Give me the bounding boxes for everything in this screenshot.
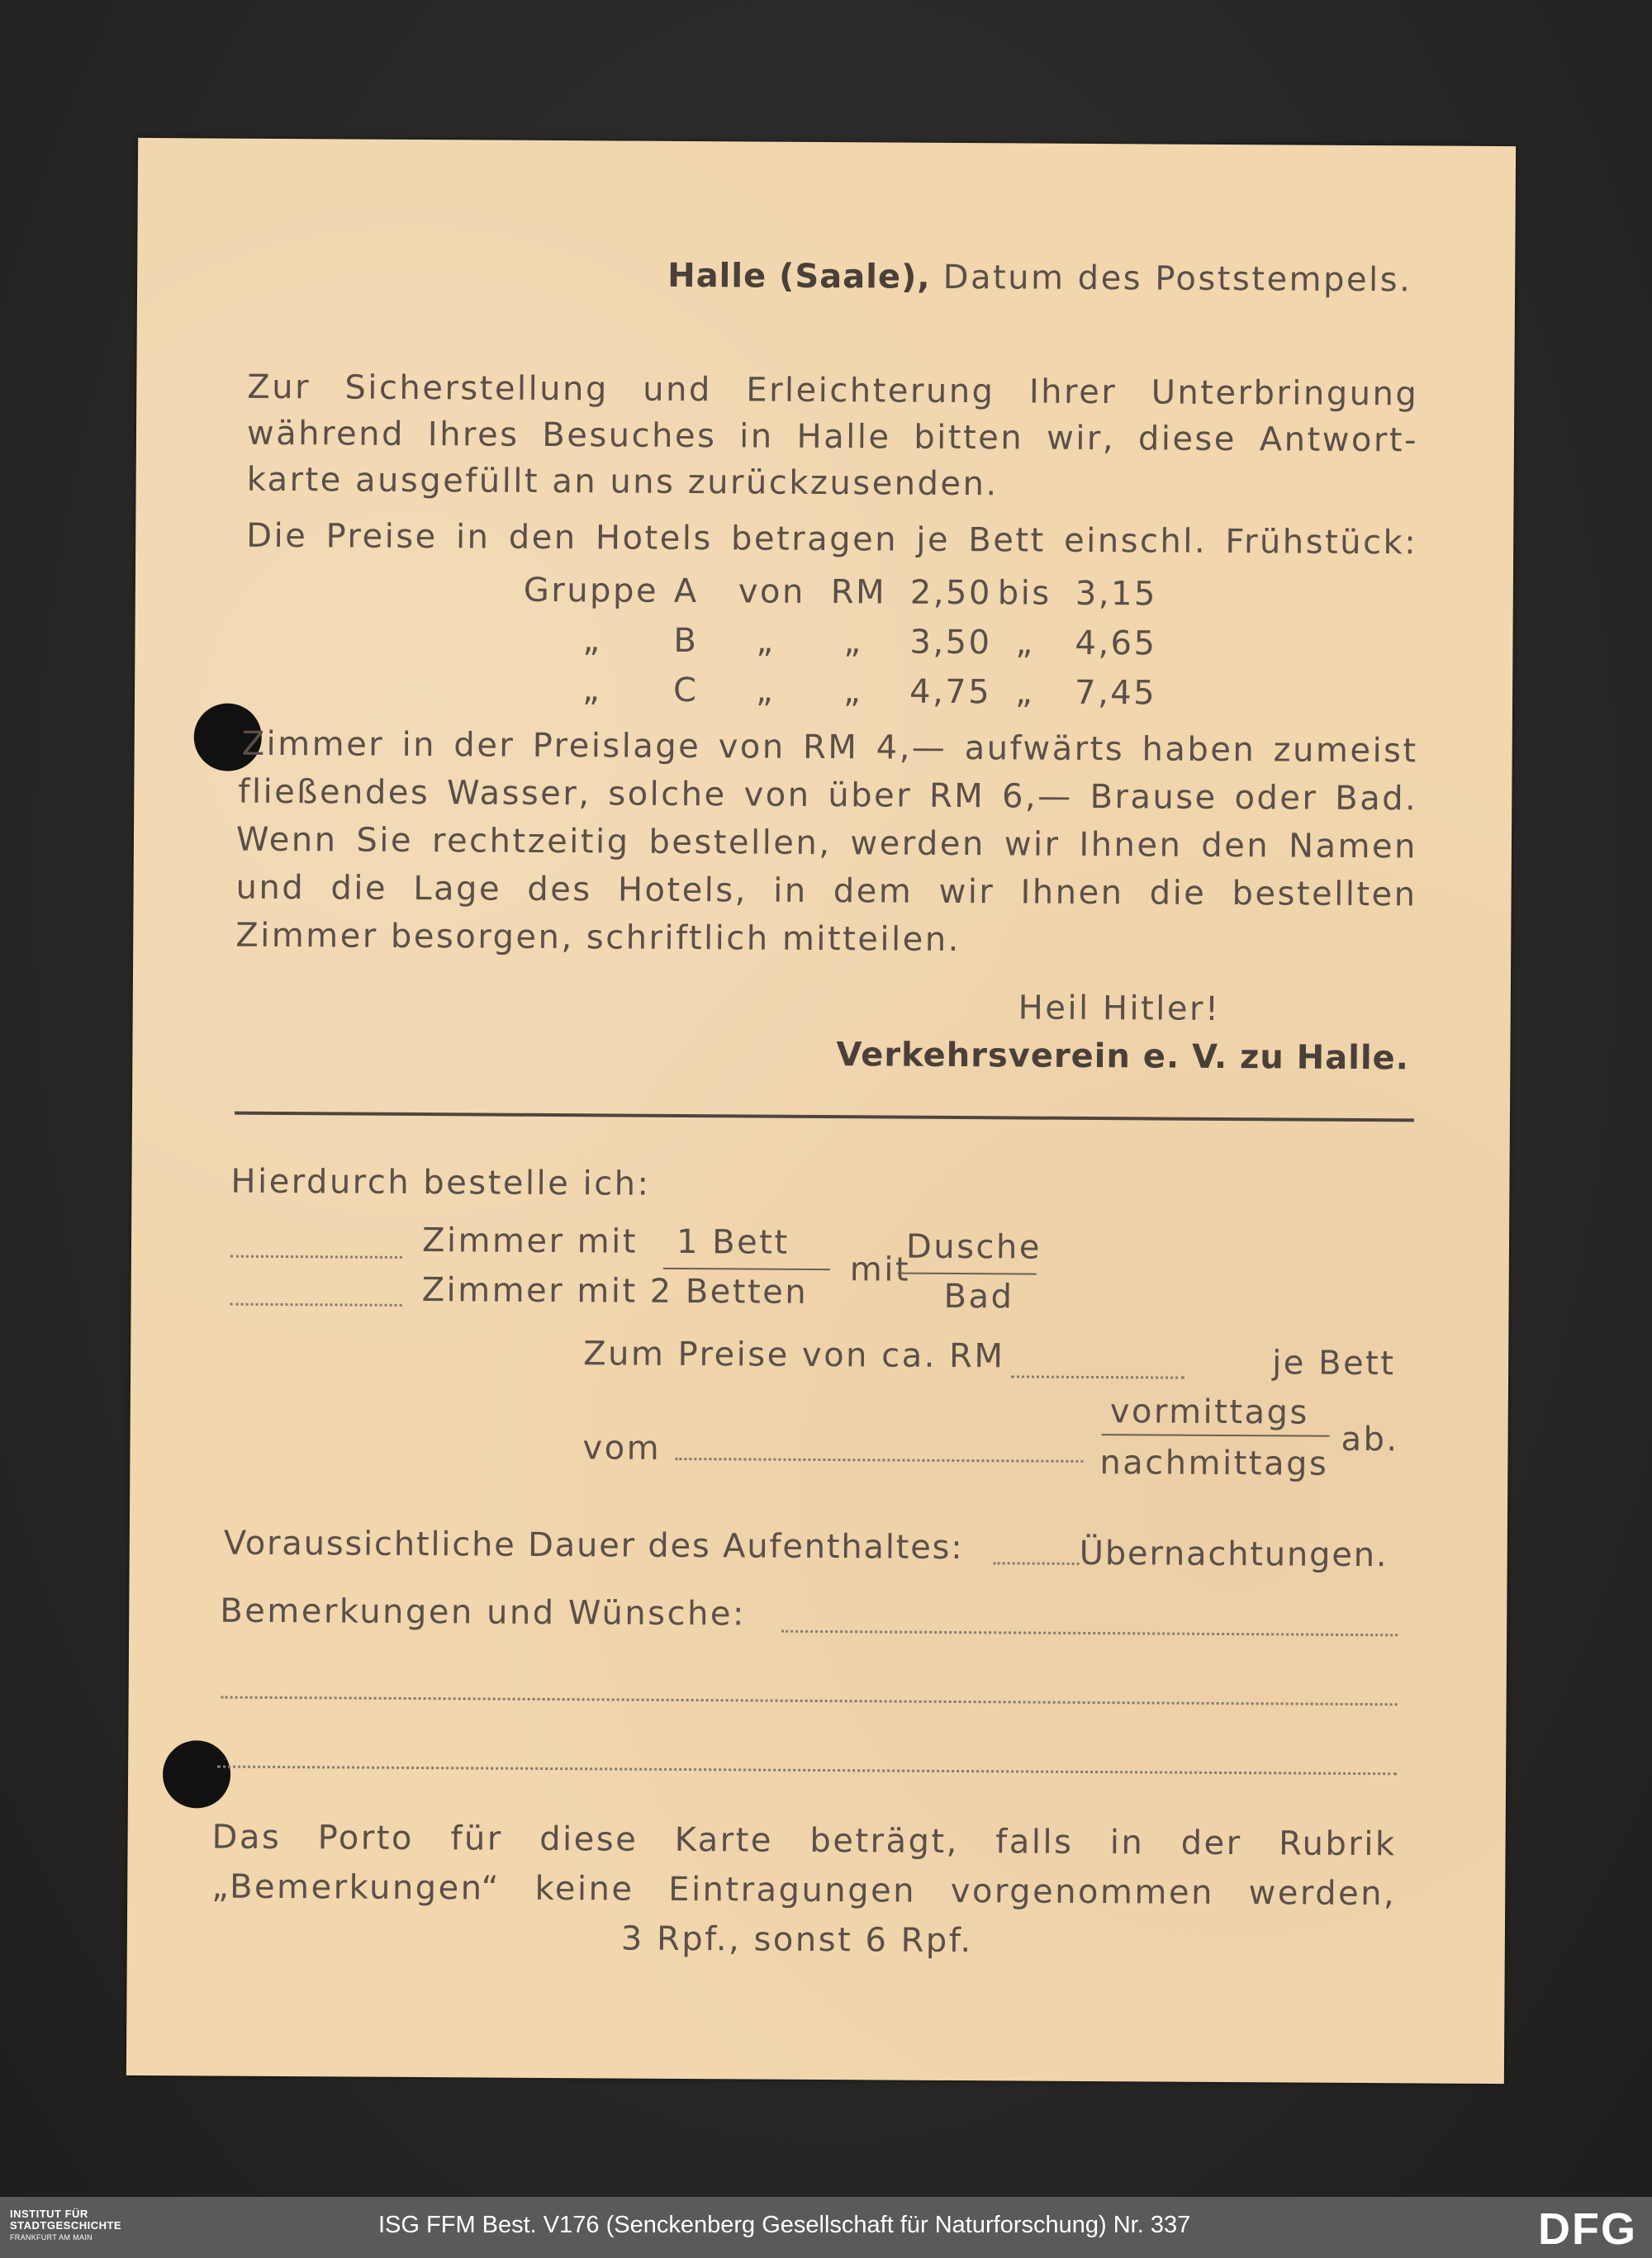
reply-postcard: [126, 138, 1516, 2084]
bath-fraction-line: [898, 1273, 1037, 1275]
archive-footer: [0, 2197, 1652, 2258]
archive-caption: ISG FFM Best. V176 (Senckenberg Gesellschaft für Naturforschung) Nr. 337: [378, 2212, 1191, 2238]
logo-line-3: FRANKFURT AM MAIN: [10, 2233, 93, 2241]
price-row-to: 3,15: [1075, 574, 1158, 614]
bath-option-1: Dusche: [905, 1227, 1042, 1267]
body-line-3: Wenn Sie rechtzeitig bestellen, werden wir Ihnen den Namen: [235, 820, 1418, 866]
price-row-q3: „: [1014, 673, 1035, 712]
body-line-4: und die Lage des Hotels, in dem wir Ihnen die bestellten: [235, 868, 1417, 914]
header-date-note: Datum des Poststempels.: [942, 258, 1412, 300]
price-row-label: Gruppe: [523, 571, 659, 610]
duration-unit: Übernachtungen.: [1079, 1534, 1389, 1575]
intro-line-3: karte ausgefüllt an uns zurückzusenden.: [246, 460, 999, 504]
price-row-group: A: [673, 572, 699, 611]
duration-field[interactable]: [994, 1562, 1080, 1565]
bath-option-2: Bad: [943, 1277, 1014, 1316]
price-row-q3: „: [1015, 624, 1035, 662]
price-row-q1: „: [755, 671, 776, 710]
time-fraction-line: [1102, 1434, 1330, 1437]
room-count-field-2[interactable]: [230, 1303, 402, 1307]
price-row-q3: bis: [997, 574, 1051, 613]
arrival-date-field[interactable]: [675, 1458, 1083, 1463]
prices-heading: Die Preise in den Hotels betragen je Bett einschl. Frühstück:: [246, 516, 1418, 562]
postage-line-2: „Bemerkungen“ keine Eintragungen vorgenommen werden,: [211, 1867, 1397, 1914]
logo-line-2: STADTGESCHICHTE: [10, 2219, 122, 2232]
price-row-label: „: [582, 621, 602, 660]
bed-fraction-line: [663, 1268, 830, 1270]
price-row-label: „: [582, 671, 602, 709]
room-label-2: Zimmer mit: [421, 1271, 638, 1311]
body-line-2: fließendes Wasser, solche von über RM 6,— Brause oder Bad.: [238, 772, 1418, 818]
postage-line-3: 3 Rpf., sonst 6 Rpf.: [620, 1919, 973, 1961]
remarks-field-line-2[interactable]: [221, 1696, 1398, 1706]
price-row-q2: „: [843, 623, 863, 662]
body-line-5: Zimmer besorgen, schriftlich mitteilen.: [235, 916, 961, 960]
time-option-2: nachmittags: [1099, 1444, 1329, 1483]
price-row-from: 4,75: [909, 672, 992, 712]
duration-label: Voraussichtliche Dauer des Aufenthaltes:: [223, 1524, 964, 1568]
room-count-field-1[interactable]: [230, 1255, 402, 1259]
room-label-1: Zimmer mit: [421, 1222, 638, 1261]
price-row-to: 7,45: [1074, 673, 1157, 713]
from-label: vom: [582, 1429, 662, 1468]
body-line-1: Zimmer in der Preislage von RM 4,— aufwärts haben zumeist: [241, 724, 1418, 771]
postage-line-1: Das Porto für diese Karte beträgt, falls in der Rubrik: [211, 1818, 1397, 1864]
bed-option-2: 2 Betten: [649, 1272, 809, 1312]
divider-rule: [235, 1112, 1414, 1122]
price-row-group: B: [673, 621, 699, 661]
form-intro: Hierdurch bestelle ich:: [230, 1162, 651, 1203]
bath-connector: mit: [849, 1250, 911, 1289]
price-row-q1: „: [756, 622, 776, 661]
header-line: [667, 257, 1412, 300]
price-suffix: je Bett: [1272, 1344, 1396, 1383]
closing-sender: Verkehrsverein e. V. zu Halle.: [836, 1036, 1410, 1078]
price-row-q1: von: [738, 572, 805, 611]
closing-greeting: Heil Hitler!: [1018, 989, 1221, 1028]
logo-line-1: INSTITUT FÜR: [10, 2208, 88, 2220]
price-row-q2: RM: [830, 573, 887, 612]
punch-hole-bottom: [163, 1740, 230, 1808]
remarks-field-line-3[interactable]: [217, 1766, 1397, 1776]
intro-line-2: während Ihres Besuches in Halle bitten wir, diese Antwort-: [246, 414, 1419, 460]
institute-logo: [10, 2208, 121, 2243]
intro-line-1: Zur Sicherstellung und Erleichterung Ihrer Unterbringung: [247, 368, 1419, 414]
remarks-field-line-1[interactable]: [781, 1630, 1398, 1637]
price-row-group: C: [672, 671, 699, 710]
remarks-label: Bemerkungen und Wünsche:: [220, 1592, 747, 1634]
price-prefix: Zum Preise von ca. RM: [583, 1335, 1005, 1376]
header-place: Halle (Saale),: [667, 256, 931, 296]
dfg-logo: DFG: [1538, 2204, 1637, 2254]
bed-option-1: 1 Bett: [676, 1222, 790, 1262]
price-row-to: 4,65: [1075, 624, 1157, 663]
price-row-q2: „: [843, 672, 863, 711]
price-row-from: 3,50: [909, 623, 992, 662]
time-suffix: ab.: [1341, 1420, 1399, 1459]
time-option-1: vormittags: [1109, 1392, 1309, 1432]
price-field[interactable]: [1011, 1375, 1184, 1378]
price-row-from: 2,50: [909, 573, 993, 613]
